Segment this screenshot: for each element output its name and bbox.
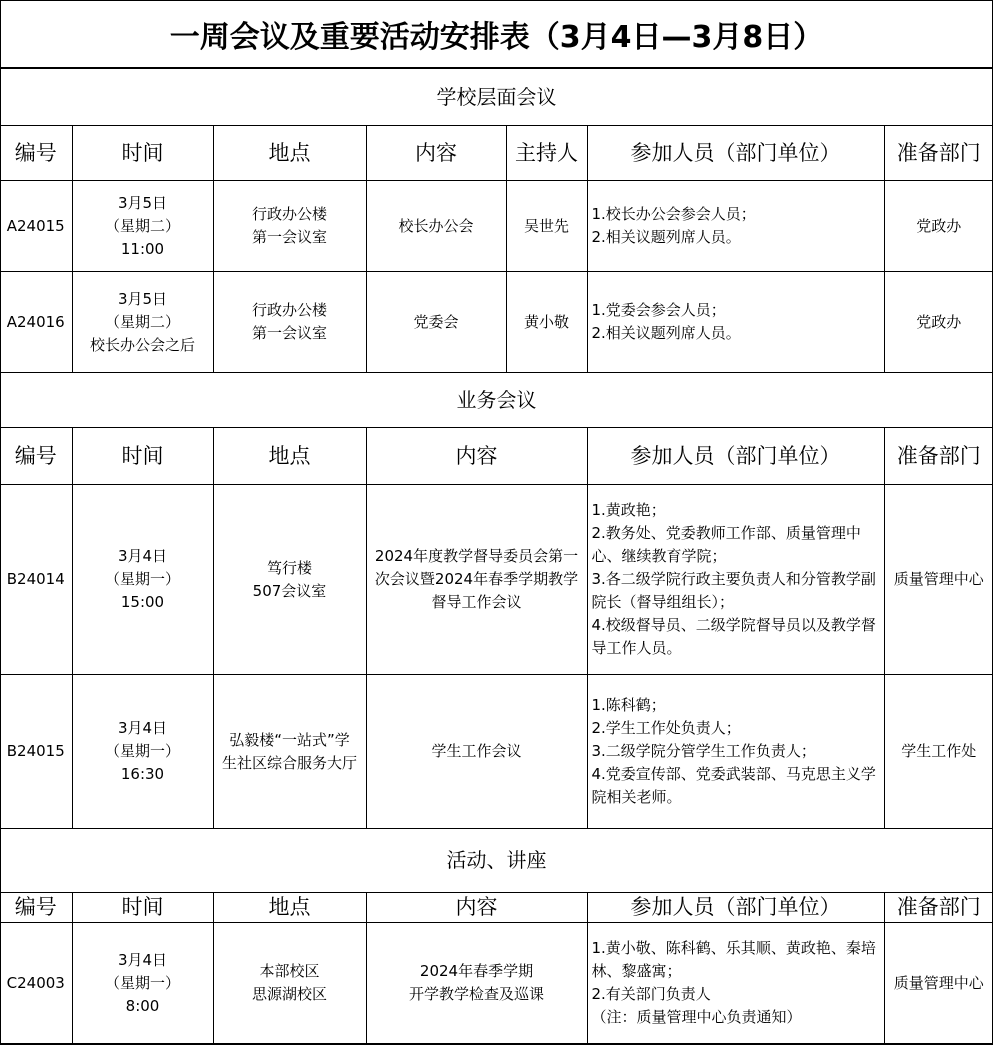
people-line: 1.黄政艳； [591,501,666,519]
people-line: 4.校级督导员、二级学院督导员以及教学督导工作人员。 [591,616,876,657]
row-dept: 质量管理中心 [884,485,993,675]
row-dept: 党政办 [884,272,993,373]
people-line: 1.陈科鹤； [591,696,666,714]
col-header-dept: 准备部门 [884,126,993,181]
row-content [366,675,587,829]
row-host: 黄小敬 [506,272,587,373]
col-header-id: 编号 [0,428,72,485]
row-place [213,923,366,1044]
row-dept: 学生工作处 [884,675,993,829]
content-line: 2024年春季学期 [419,962,534,980]
content-line: 督导工作会议 [431,593,522,611]
col-header-id: 编号 [0,126,72,181]
schedule-table [0,68,993,1044]
people-line: 2.教务处、党委教师工作部、质量管理中心、继续教育学院； [591,524,861,565]
time-weekday: （星期二） [104,312,180,331]
people-line: 4.党委宣传部、党委武装部、马克思主义学院相关老师。 [591,765,876,806]
col-header-time: 时间 [72,428,213,485]
col-header-time: 时间 [72,126,213,181]
row-place [213,272,366,373]
row-time [72,181,213,272]
col-header-host: 主持人 [506,126,587,181]
row-people [587,485,884,675]
col-header-dept: 准备部门 [884,893,993,923]
row-dept: 质量管理中心 [884,923,993,1044]
content-line: 学生工作会议 [431,742,522,760]
row-content [366,485,587,675]
row-dept: 党政办 [884,181,993,272]
time-hour: 8:00 [125,996,160,1015]
row-id: B24015 [0,675,72,829]
section-header-business [0,373,993,428]
place-line: 第一会议室 [251,324,327,342]
row-host: 吴世先 [506,181,587,272]
table-row [0,181,993,272]
place-line: 弘毅楼“一站式”学 [229,730,350,749]
table-row [0,272,993,373]
time-weekday: （星期二） [104,216,180,235]
place-line: 第一会议室 [251,228,327,246]
col-header-people: 参加人员（部门单位） [587,428,884,485]
row-time [72,923,213,1044]
row-people [587,675,884,829]
column-header-row [0,428,993,485]
people-line: 2.有关部门负责人 [591,985,711,1003]
time-date: 3月4日 [117,719,168,737]
place-line: 行政办公楼 [251,301,327,319]
column-header-row [0,893,993,923]
section-header-activity [0,829,993,893]
row-id: A24015 [0,181,72,272]
time-date: 3月5日 [117,193,168,212]
content-line: 次会议暨2024年春季学期教学 [374,570,579,588]
row-content [366,272,506,373]
section-title: 业务会议 [0,373,993,428]
people-line: 1.黄小敬、陈科鹤、乐其顺、黄政艳、秦培林、黎盛寓； [591,939,876,980]
people-line: 1.校长办公会参会人员； [591,205,756,223]
time-hour: 15:00 [120,593,165,611]
table-row [0,675,993,829]
time-weekday: （星期一） [104,973,180,992]
row-place [213,181,366,272]
people-line: （注：质量管理中心负责通知） [591,1008,802,1026]
section-header-school [0,69,993,126]
row-time [72,485,213,675]
time-date: 3月4日 [117,950,168,969]
row-people [587,272,884,373]
time-weekday: （星期一） [104,742,180,760]
row-content [366,181,506,272]
time-hour: 校长办公会之后 [89,335,195,354]
place-line: 行政办公楼 [251,205,327,223]
col-header-dept: 准备部门 [884,428,993,485]
col-header-content: 内容 [366,428,587,485]
col-header-place: 地点 [213,428,366,485]
content-line: 校长办公会 [398,216,474,235]
col-header-content: 内容 [366,126,506,181]
col-header-time: 时间 [72,893,213,923]
col-header-content: 内容 [366,893,587,923]
content-line: 2024年度教学督导委员会第一 [374,547,579,565]
row-place [213,485,366,675]
row-id: C24003 [0,923,72,1044]
place-line: 笃行楼 [266,558,312,577]
place-line: 本部校区 [259,962,320,980]
table-row [0,923,993,1044]
row-place [213,675,366,829]
row-people [587,923,884,1044]
row-time [72,675,213,829]
time-hour: 11:00 [120,239,165,258]
column-header-row [0,126,993,181]
time-date: 3月4日 [117,547,168,565]
section-title: 活动、讲座 [0,829,993,893]
col-header-people: 参加人员（部门单位） [587,126,884,181]
people-line: 2.学生工作处负责人； [591,719,741,737]
people-line: 2.相关议题列席人员。 [591,324,741,342]
row-people [587,181,884,272]
col-header-place: 地点 [213,126,366,181]
table-row [0,485,993,675]
time-hour: 16:30 [120,765,165,783]
row-id: B24014 [0,485,72,675]
col-header-id: 编号 [0,893,72,923]
place-line: 生社区综合服务大厅 [221,753,357,772]
time-weekday: （星期一） [104,570,180,588]
content-line: 党委会 [413,312,459,331]
place-line: 507会议室 [252,581,327,600]
col-header-place: 地点 [213,893,366,923]
people-line: 3.二级学院分管学生工作负责人； [591,742,816,760]
col-header-people: 参加人员（部门单位） [587,893,884,923]
time-date: 3月5日 [117,289,168,308]
content-line: 开学教学检查及巡课 [408,985,544,1003]
place-line: 思源湖校区 [251,985,327,1003]
section-title: 学校层面会议 [0,69,993,126]
row-content [366,923,587,1044]
people-line: 3.各二级学院行政主要负责人和分管教学副院长（督导组组长）； [591,570,876,611]
people-line: 1.党委会参会人员； [591,301,726,319]
people-line: 2.相关议题列席人员。 [591,228,741,246]
page-title: 一周会议及重要活动安排表（3月4日—3月8日） [0,0,993,68]
row-time [72,272,213,373]
row-id: A24016 [0,272,72,373]
